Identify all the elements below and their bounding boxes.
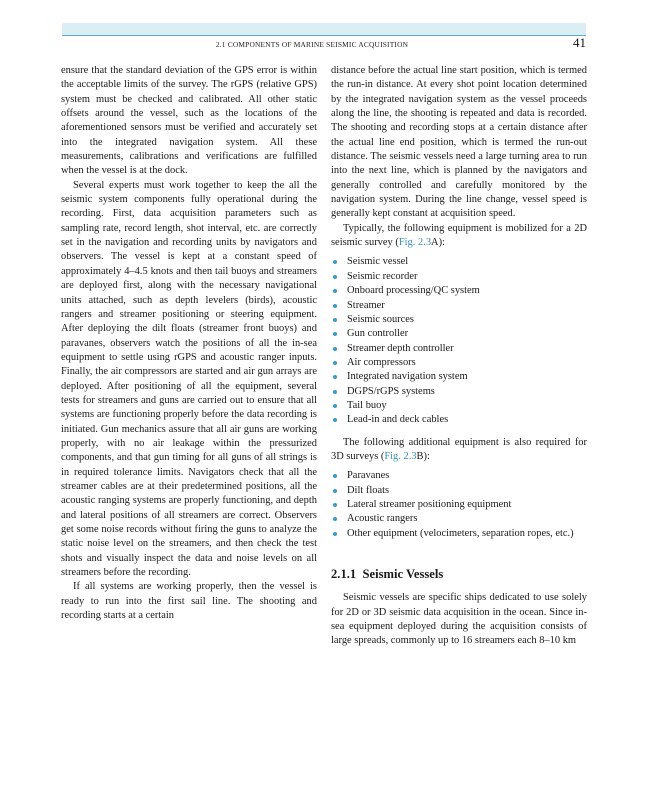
header-rule bbox=[62, 35, 586, 36]
header-band bbox=[62, 23, 586, 35]
right-paragraph-1: distance before the actual line start position, which is termed the run-in distance. At every shot point location determined by the integrated navigation system as the vessel proceeds along the line, the shooting is repeated and data is recorded. The shooting and recording stops at a certain distance after the actual line end position, which is termed the run-out distance. The seismic vessels need a large turning area to run into the next line, which is planned by the navigators and generally controlled and carefully monitored by the navigation system. During the line change, vessel speed is generally kept constant at acquisition speed. bbox=[331, 65, 587, 220]
list-item: Gun controller bbox=[331, 327, 587, 341]
left-paragraph-1: ensure that the standard deviation of the GPS error is within the acceptable limits of the survey. The rGPS (relative GPS) system must be checked and calibrated. All other static offsets around the vessel, such as the locations of the aforementioned sensors must be verified and accurately set into the integrated navigation system. All these measurements, calibrations and verifications are fulfilled when the vessel is at the dock. bbox=[61, 65, 317, 177]
right-paragraph-2-tail: A): bbox=[431, 237, 445, 249]
right-paragraph-2 bbox=[331, 222, 587, 251]
section-heading bbox=[331, 567, 587, 581]
bullet-icon bbox=[333, 404, 337, 408]
list-item: DGPS/rGPS systems bbox=[331, 385, 587, 399]
right-paragraph-4: Seismic vessels are specific ships dedicated to use solely for 2D or 3D seismic data acquisition in the ocean. Since in-sea equipment deployed during the acquisition consists of large spreads, commonly up to 16 streamers each 8–10 km bbox=[331, 592, 587, 647]
section-number: 2.1.1 bbox=[331, 567, 357, 581]
bullet-icon bbox=[333, 260, 337, 264]
bullet-icon bbox=[333, 503, 337, 507]
bullet-icon bbox=[333, 361, 337, 365]
bullet-icon bbox=[333, 474, 337, 478]
list-item: Dilt floats bbox=[331, 484, 587, 498]
right-paragraph-3-tail: B): bbox=[416, 450, 430, 462]
list-item: Other equipment (velocimeters, separation ropes, etc.) bbox=[331, 527, 587, 541]
list-item: Air compressors bbox=[331, 356, 587, 370]
list-item: Integrated navigation system bbox=[331, 370, 587, 384]
bullet-icon bbox=[333, 332, 337, 336]
page-number: 41 bbox=[573, 35, 586, 50]
left-paragraph-2: Several experts must work together to keep the all the seismic system components fully operational during the recording. First, data acquisition parameters such as sampling rate, record length, shot interval, etc. are correctly set in the navigation and recording units by navigators and observers. The vessel is kept at a constant speed of approximately 4–4.5 knots and then tail buoys and streamers are deployed first, along with the necessary navigational units attached, such as depth levelers (birds), acoustic rangers and streamer positioning or steering equipment. After deploying the dilt floats (streamer front buoys) and paravanes, observers watch the positions of all the in-sea equipment to settle using rGPS and acoustic ranger inputs. Finally, the air compressors are started and air gun arrays are deployed. After positioning of all the equipment, several tests for streamers and guns are carried out to ensure that all systems are functioning properly before the data recording is initiated. Gun mechanics assure that all air guns are working properly, with no air leakage within the pressurized components, and that gun timing for all guns of all strings is in required tolerance limits. Navigators check that all the streamer cables are at their predetermined positions, all the acoustic ranging systems are properly functioning, and depth and lateral positions of all streamers are correct. Observers get some noise records without firing the guns to analyze the static noise level on the streamers, and then check the test shots and visually inspect the data and noise levels on all streamers before the recording. bbox=[61, 179, 317, 579]
bullet-icon bbox=[333, 375, 337, 379]
bullet-icon bbox=[333, 289, 337, 293]
right-paragraph-3 bbox=[331, 436, 587, 465]
list-item: Seismic recorder bbox=[331, 270, 587, 284]
list-item: Seismic vessel bbox=[331, 255, 587, 269]
bullet-icon bbox=[333, 532, 337, 536]
right-paragraph-3-text: The following additional equipment is also required for 3D surveys ( bbox=[331, 436, 587, 462]
right-paragraph-2-text: Typically, the following equipment is mobilized for a 2D seismic survey ( bbox=[331, 222, 587, 249]
list-item: Lead-in and deck cables bbox=[331, 413, 587, 427]
figure-2-3-link[interactable]: Fig. 2.3 bbox=[398, 237, 432, 249]
list-item: Streamer depth controller bbox=[331, 342, 587, 356]
bullet-icon bbox=[333, 418, 337, 422]
bullet-icon bbox=[333, 318, 337, 322]
list-item: Tail buoy bbox=[331, 399, 587, 413]
bullet-icon bbox=[333, 489, 337, 493]
equipment-list-2d bbox=[331, 255, 587, 427]
bullet-icon bbox=[333, 390, 337, 394]
list-item: Paravanes bbox=[331, 469, 587, 483]
list-item: Streamer bbox=[331, 299, 587, 313]
section-title: Seismic Vessels bbox=[362, 567, 444, 581]
figure-2-3-link[interactable]: Fig. 2.3 bbox=[384, 450, 417, 462]
bullet-icon bbox=[333, 347, 337, 351]
equipment-list-3d bbox=[331, 469, 587, 541]
right-column bbox=[331, 64, 587, 649]
list-item: Lateral streamer positioning equipment bbox=[331, 498, 587, 512]
list-item: Onboard processing/QC system bbox=[331, 284, 587, 298]
left-paragraph-3: If all systems are working properly, then the vessel is ready to run into the first sail line. The shooting and recording starts at a certain bbox=[61, 581, 317, 622]
bullet-icon bbox=[333, 517, 337, 521]
bullet-icon bbox=[333, 275, 337, 279]
list-item: Acoustic rangers bbox=[331, 512, 587, 526]
list-item: Seismic sources bbox=[331, 313, 587, 327]
bullet-icon bbox=[333, 304, 337, 308]
left-column bbox=[61, 64, 317, 623]
running-head: 2.1 COMPONENTS OF MARINE SEISMIC ACQUISITION bbox=[215, 40, 409, 49]
